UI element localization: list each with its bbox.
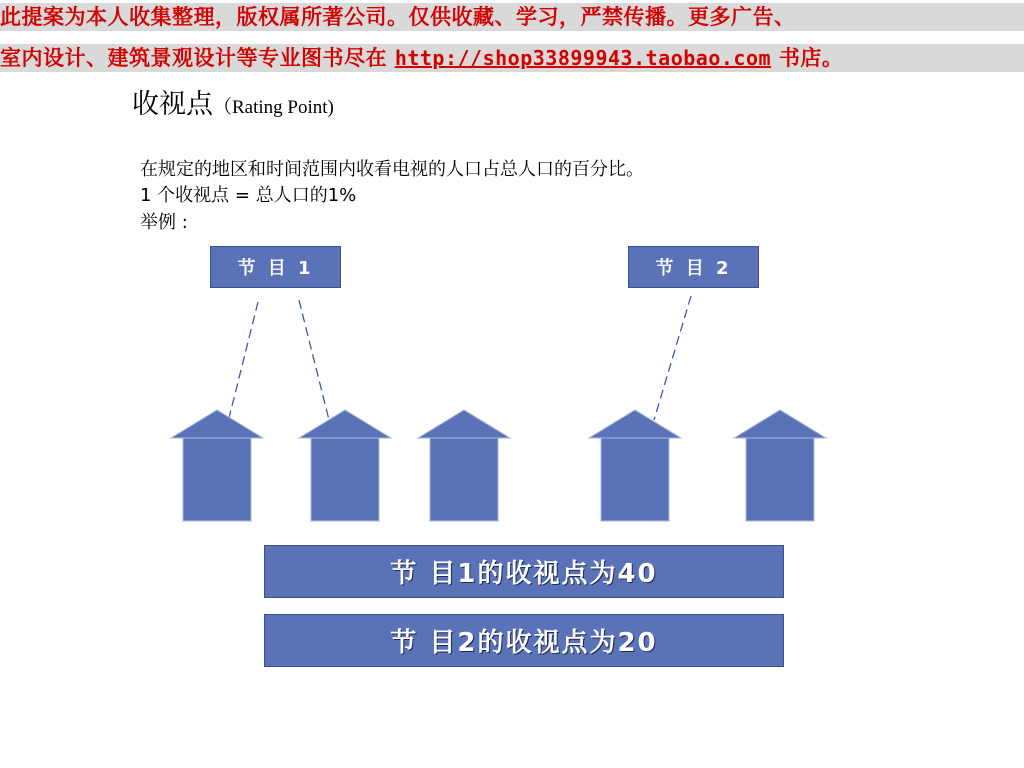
program-1-rating-box xyxy=(264,545,784,598)
slide-title xyxy=(132,82,334,121)
program-1-label: 节 目 1 xyxy=(237,258,314,279)
slide-title-sub: （Rating Point) xyxy=(213,97,334,118)
slide-title-main: 收视点 xyxy=(132,89,213,120)
house-4 xyxy=(589,410,681,521)
program-1-box xyxy=(210,246,341,288)
banner-text-2-prefix: 室内设计、建筑景观设计等专业图书尽在 xyxy=(0,45,395,70)
house-5 xyxy=(734,410,826,521)
view-line-p1-h1 xyxy=(229,302,258,418)
shop-link[interactable]: http://shop33899943.taobao.com xyxy=(394,46,772,70)
program-1-rating-text: 节 目1的收视点为40 xyxy=(390,559,658,589)
program-2-rating-text: 节 目2的收视点为20 xyxy=(390,628,658,658)
copyright-banner-line-2 xyxy=(0,44,1024,72)
program-2-label: 节 目 2 xyxy=(655,258,732,279)
banner-text-1: 此提案为本人收集整理，版权属所著公司。仅供收藏、学习，严禁传播。更多广告、 xyxy=(0,4,796,29)
example-label: 举例 : xyxy=(140,212,188,233)
house-2 xyxy=(299,410,391,521)
program-2-rating-box xyxy=(264,614,784,667)
house-3 xyxy=(418,410,510,521)
copyright-banner-line-1 xyxy=(0,3,1024,31)
view-line-p2-h4 xyxy=(654,296,691,420)
definition-text: 在规定的地区和时间范围内收看电视的人口占总人口的百分比。 xyxy=(140,159,644,180)
banner-text-2-suffix: 书店。 xyxy=(771,45,844,70)
formula-text: 1 个收视点 = 总人口的1% xyxy=(140,185,357,206)
program-2-box xyxy=(628,246,759,288)
view-line-p1-h2 xyxy=(299,300,332,432)
house-1 xyxy=(171,410,263,521)
